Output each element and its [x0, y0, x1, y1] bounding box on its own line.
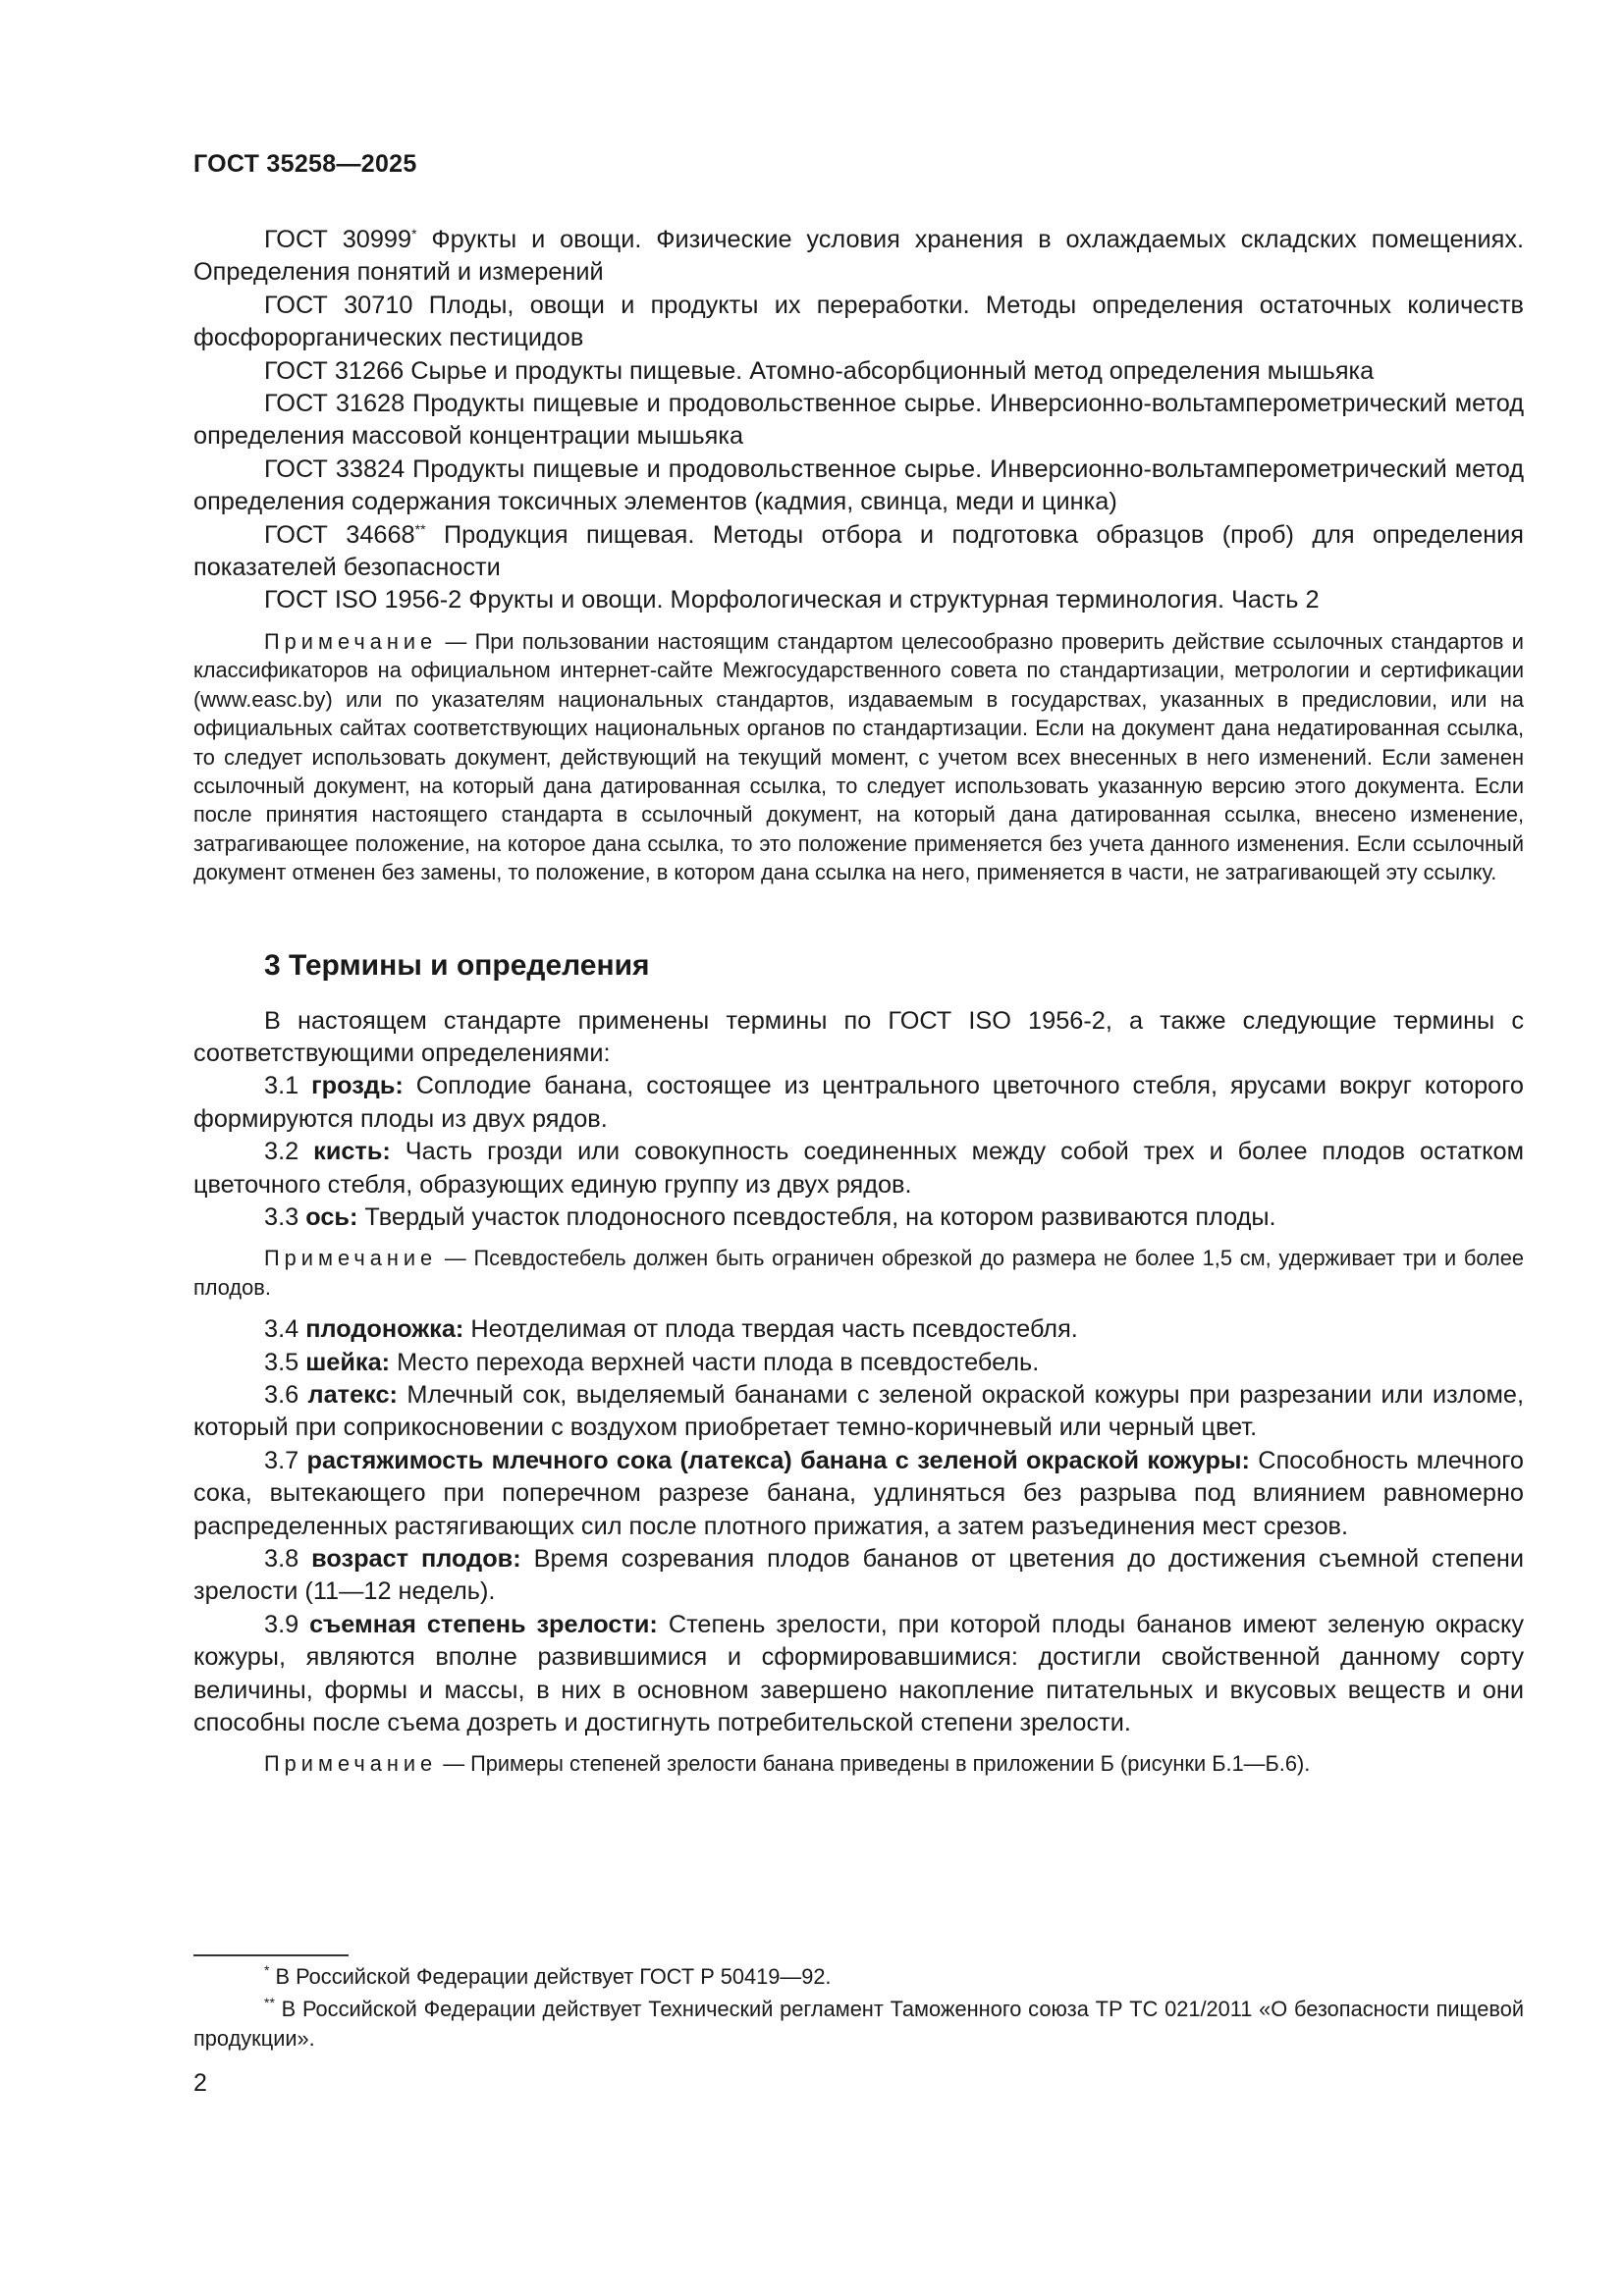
note-label: Примечание — [264, 628, 438, 654]
ref-item: ГОСТ ISO 1956-2 Фрукты и овощи. Морфологическая и структурная терминология. Часть 2 — [264, 586, 1320, 614]
page-number: 2 — [193, 2069, 207, 2097]
footnote: ** В Российской Федерации действует Технический регламент Таможенного союза ТР ТС 021/2011 «О безопасности пищевой продукции». — [193, 1995, 1524, 2051]
note-ripeness: Примечание — Примеры степеней зрелости банана приведены в приложении Б (рисунки Б.1—Б.6). — [264, 1751, 1311, 1777]
page-content — [193, 224, 1524, 1779]
section-intro: В настоящем стандарте применены термины по ГОСТ ISO 1956-2, а также следующие термины с соответствующими определениями: — [193, 1006, 1524, 1067]
term-item: 3.2 кисть: Часть грозди или совокупность соединенных между собой трех и более плодов остатком цветочного стебля, образующих единую группу из двух рядов. — [193, 1138, 1524, 1199]
note-references: Примечание — При пользовании настоящим стандартом целесообразно проверить действие ссылочных стандартов и классификаторов на официальном интернет-сайте Межгосударственного совета по стандартизации, метрологии и сертификации (www.easc.by) или по указателям национальных стандартов, издаваемым в государствах, указанных в предисловии, или на официальных сайтах соответствующих национальных органов по стандартизации. Если на документ дана недатированная ссылка, то следует использовать документ, действующий на текущий момент, с учетом всех внесенных в него изменений. Если заменен ссылочный документ, на который дана датированная ссылка, то следует использовать указанную версию этого документа. Если после принятия настоящего стандарта в ссылочный документ, на который дана датированная ссылка, внесено изменение, затрагивающее положение, на которое дана ссылка, то это положение применяется без учета данного изменения. Если ссылочный документ отменен без замены, то положение, в котором дана ссылка на него, применяется в части, не затрагивающей эту ссылку. — [193, 628, 1524, 885]
term-item: 3.3 ось: Твердый участок плодоносного псевдостебля, на котором развиваются плоды. — [264, 1202, 1276, 1231]
term-item: 3.8 возраст плодов: Время созревания плодов бананов от цветения до достижения съемной степени зрелости (11—12 недель). — [193, 1545, 1524, 1606]
term-item: 3.6 латекс: Млечный сок, выделяемый бананами с зеленой окраской кожуры при разрезании или изломе, который при соприкосновении с воздухом приобретает темно-коричневый или черный цвет. — [193, 1381, 1524, 1442]
doc-header: ГОСТ 35258—2025 — [193, 150, 417, 178]
footnotes — [193, 1962, 1524, 2056]
ref-item: ГОСТ 34668** Продукция пищевая. Методы отбора и подготовка образцов (проб) для определения показателей безопасности — [193, 520, 1524, 582]
term-item: 3.4 плодоножка: Неотделимая от плода твердая часть псевдостебля. — [264, 1315, 1078, 1344]
term-item: 3.1 гроздь: Соплодие банана, состоящее из центрального цветочного стебля, ярусами вокруг которого формируются плоды из двух рядов. — [193, 1072, 1524, 1133]
section-title: 3 Термины и определения — [264, 948, 650, 982]
ref-item: ГОСТ 30710 Плоды, овощи и продукты их переработки. Методы определения остаточных количеств фосфорорганических пестицидов — [193, 291, 1524, 352]
term-item: 3.5 шейка: Место перехода верхней части плода в псевдостебель. — [264, 1348, 1040, 1376]
ref-item: ГОСТ 33824 Продукты пищевые и продовольственное сырье. Инверсионно-вольтамперометрический метод определения содержания токсичных элементов (кадмия, свинца, меди и цинка) — [193, 454, 1524, 516]
footnote: * В Российской Федерации действует ГОСТ Р 50419—92. — [264, 1962, 832, 1989]
note-axis: Примечание — Псевдостебель должен быть ограничен обрезкой до размера не более 1,5 см, удерживает три и более плодов. — [193, 1246, 1524, 1300]
ref-item: ГОСТ 31266 Сырье и продукты пищевые. Атомно-абсорбционный метод определения мышьяка — [264, 356, 1375, 385]
ref-item: ГОСТ 31628 Продукты пищевые и продовольственное сырье. Инверсионно-вольтамперометрический метод определения массовой концентрации мышьяка — [193, 390, 1524, 451]
term-item: 3.9 съемная степень зрелости: Степень зрелости, при которой плоды бананов имеют зеленую окраску кожуры, являются вполне развившимися и сформировавшимися: достигли свойственной данному сорту величины, формы и массы, в них в основном завершено накопление питательных и вкусовых веществ и они способны после съема дозреть и достигнуть потребительской степени зрелости. — [193, 1610, 1524, 1737]
term-item: 3.7 растяжимость млечного сока (латекса) банана с зеленой окраской кожуры: Способность млечного сока, вытекающего при поперечном разрезе банана, удлиняться без разрыва под влиянием равномерно распределенных растягивающих сил после плотного прижатия, а затем разъединения мест срезов. — [193, 1446, 1524, 1540]
ref-item: ГОСТ 30999* Фрукты и овощи. Физические условия хранения в охлаждаемых складских помещениях. Определения понятий и измерений — [193, 226, 1524, 287]
footnote-divider — [193, 1954, 349, 1956]
